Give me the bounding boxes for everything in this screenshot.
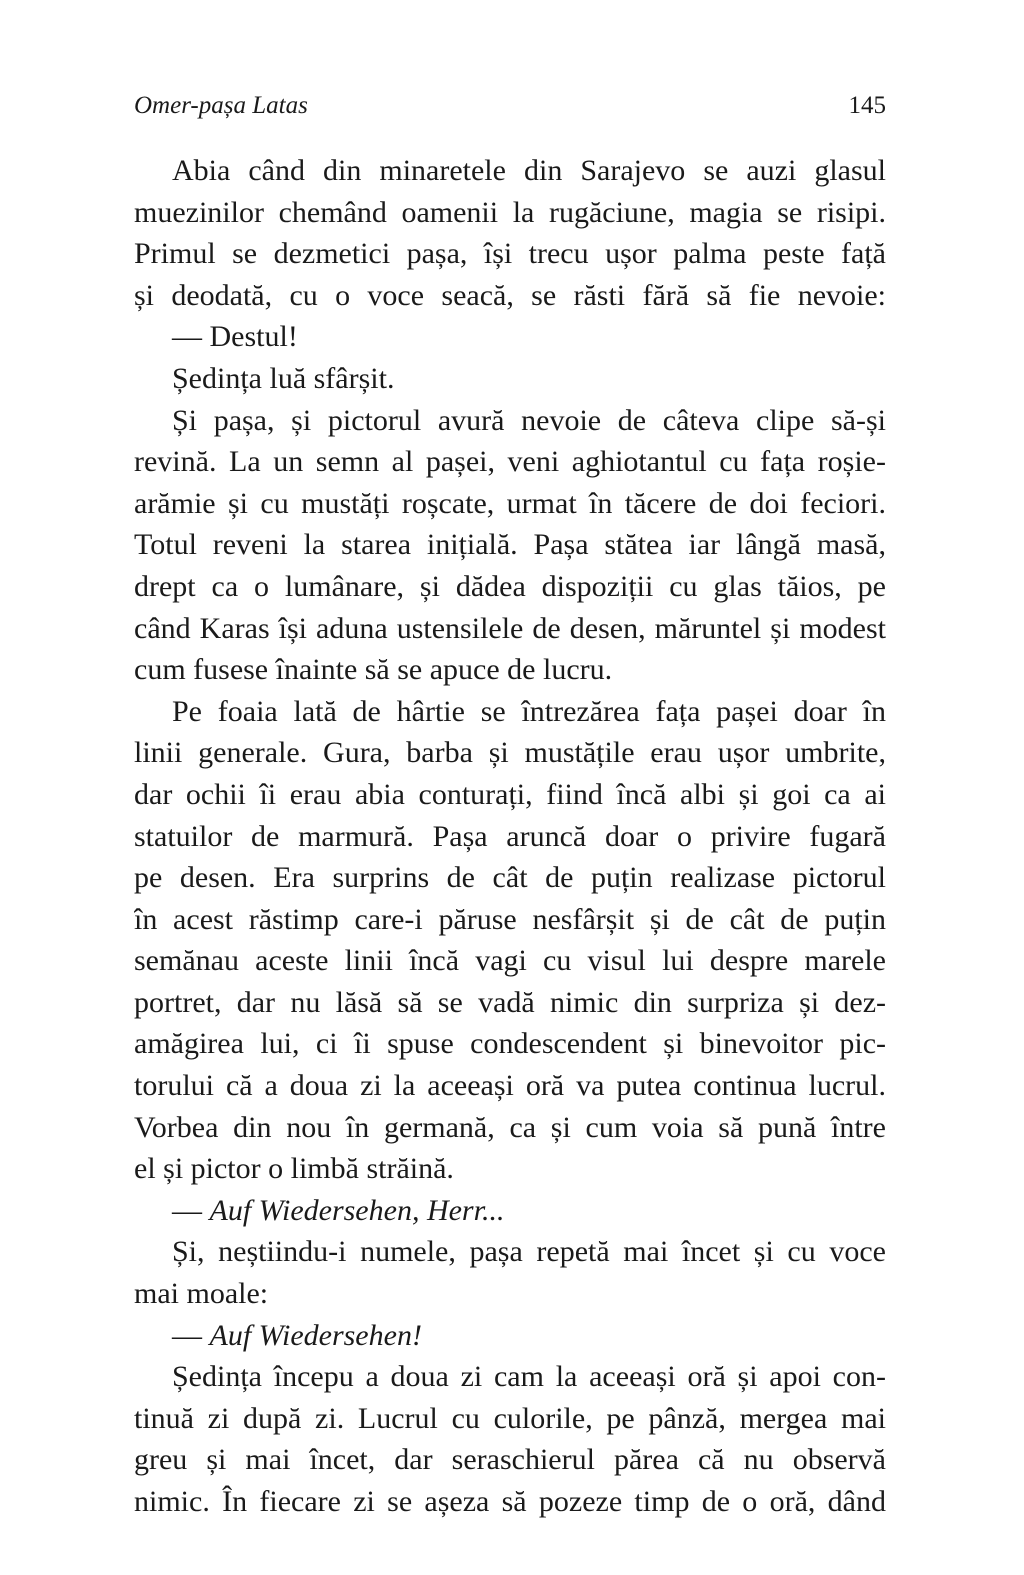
text-line: pe desen. Era surprins de cât de puțin realizase pictorul (134, 861, 886, 895)
text-line: arămie și cu mustăți roșcate, urmat în tăcere de doi feciori. (134, 486, 886, 520)
text-line: când Karas își aduna ustensilele de desen, măruntel și modest (134, 611, 886, 645)
dialog-line: — Auf Wiedersehen! (172, 1318, 422, 1352)
text-line: Pe foaia lată de hârtie se întrezărea fața pașei doar în (172, 694, 886, 728)
text-line: Ședința începu a doua zi cam la aceeași oră și apoi con- (172, 1360, 886, 1394)
running-head-title: Omer-pașa Latas (134, 92, 308, 119)
text-line: Totul reveni la starea inițială. Pașa stătea iar lângă masă, (134, 528, 886, 562)
text-line: statuilor de marmură. Pașa aruncă doar o privire fugară (134, 819, 886, 853)
body-text (134, 150, 886, 1523)
text-line: portret, dar nu lăsă să se vadă nimic din surpriza și dez- (134, 985, 886, 1019)
running-head (134, 92, 886, 132)
text-line: Vorbea din nou în germană, ca și cum voia să pună între (134, 1110, 886, 1144)
text-line: amăgirea lui, ci îi spuse condescendent și binevoitor pic- (134, 1027, 886, 1061)
text-line: el și pictor o limbă străină. (134, 1152, 454, 1186)
text-line: torului că a doua zi la aceeași oră va putea continua lucrul. (134, 1069, 886, 1103)
text-line: și deodată, cu o voce seacă, se răsti fără să fie nevoie: (134, 278, 886, 312)
text-line: greu și mai încet, dar seraschierul părea că nu observă (134, 1443, 886, 1477)
book-page (134, 92, 886, 1523)
text-line: Și, neștiindu-i numele, pașa repetă mai încet și cu voce (172, 1235, 886, 1269)
text-line: nimic. În fiecare zi se așeza să pozeze timp de o oră, dând (134, 1485, 886, 1518)
text-line: Și pașa, și pictorul avură nevoie de câteva clipe să-și (172, 403, 886, 437)
page-number: 145 (848, 92, 886, 119)
text-line: Primul se dezmetici pașa, își trecu ușor palma peste față (134, 237, 886, 271)
text-line: Ședința luă sfârșit. (172, 361, 395, 395)
text-line: dar ochii îi erau abia conturați, fiind încă albi și goi ca ai (134, 777, 886, 811)
text-line: mai moale: (134, 1277, 269, 1311)
text-line: drept ca o lumânare, și dădea dispoziții cu glas tăios, pe (134, 569, 886, 603)
text-line: Abia când din minaretele din Sarajevo se auzi glasul (172, 154, 886, 187)
dialog-line: — Destul! (172, 320, 298, 354)
text-line: revină. La un semn al pașei, veni aghiotantul cu fața roșie- (134, 445, 886, 479)
text-line: în acest răstimp care-i păruse nesfârșit și de cât de puțin (134, 902, 886, 936)
text-line: muezinilor chemând oamenii la rugăciune, magia se risipi. (134, 195, 886, 229)
text-line: linii generale. Gura, barba și mustățile erau ușor umbrite, (134, 736, 886, 770)
dialog-line: — Auf Wiedersehen, Herr... (172, 1193, 505, 1227)
text-line: cum fusese înainte să se apuce de lucru. (134, 653, 613, 687)
text-line: tinuă zi după zi. Lucrul cu culorile, pe pânză, mergea mai (134, 1401, 886, 1435)
text-line: semănau aceste linii încă vagi cu visul lui despre marele (134, 944, 886, 978)
